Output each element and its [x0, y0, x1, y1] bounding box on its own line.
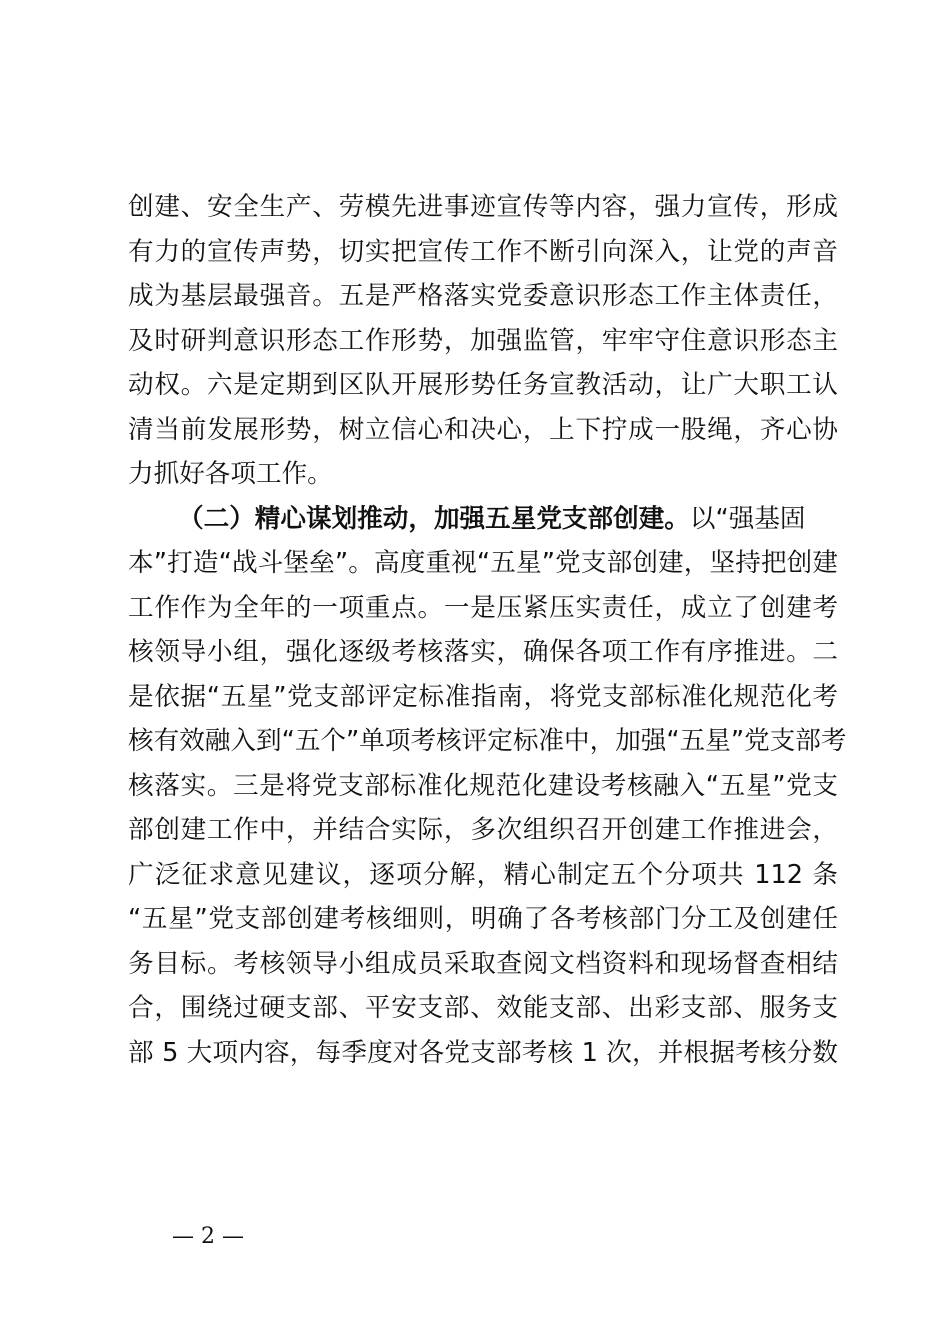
paragraph-line: 本”打造“战斗堡垒”。高度重视“五星”党支部创建，坚持把创建	[128, 548, 838, 578]
paragraph-line: 核领导小组，强化逐级考核落实，确保各项工作有序推进。二	[128, 637, 838, 667]
paragraph-line: 合，围绕过硬支部、平安支部、效能支部、出彩支部、服务支	[128, 993, 838, 1023]
section-heading: （二）精心谋划推动，加强五星党支部创建。	[178, 503, 690, 534]
paragraph-line: 力抓好各项工作。	[128, 459, 333, 489]
paragraph-line: 清当前发展形势，树立信心和决心，上下拧成一股绳，齐心协	[128, 414, 838, 445]
paragraph-line: “五星”党支部创建考核细则，明确了各考核部门分工及创建任	[128, 904, 838, 934]
paragraph-heading-line	[128, 497, 838, 542]
document-body	[128, 185, 847, 1075]
paragraph-line: 部创建工作中，并结合实际，多次组织召开创建工作推进会，	[128, 815, 838, 845]
paragraph-line: 有力的宣传声势，切实把宣传工作不断引向深入，让党的声音	[128, 236, 838, 267]
paragraph-line: 是依据“五星”党支部评定标准指南，将党支部标准化规范化考	[128, 681, 838, 712]
paragraph-line: 广泛征求意见建议，逐项分解，精心制定五个分项共 112 条	[128, 859, 838, 890]
paragraph-line: 及时研判意识形态工作形势，加强监管，牢牢守住意识形态主	[128, 325, 838, 356]
paragraph-line: 创建、安全生产、劳模先进事迹宣传等内容，强力宣传，形成	[128, 192, 838, 222]
paragraph-line: 核落实。三是将党支部标准化规范化建设考核融入“五星”党支	[128, 770, 838, 801]
page-number: — 2 —	[172, 1224, 244, 1249]
paragraph-line: 成为基层最强音。五是严格落实党委意识形态工作主体责任，	[128, 281, 838, 311]
paragraph-line: 工作作为全年的一项重点。一是压紧压实责任，成立了创建考	[128, 592, 838, 623]
paragraph-line: 部 5 大项内容，每季度对各党支部考核 1 次，并根据考核分数	[128, 1037, 838, 1068]
paragraph-line: 核有效融入到“五个”单项考核评定标准中，加强“五星”党支部考	[128, 726, 847, 756]
heading-line-rest: 以“强基固	[689, 503, 806, 534]
paragraph-line: 务目标。考核领导小组成员采取查阅文档资料和现场督查相结	[128, 948, 838, 979]
paragraph-line: 动权。六是定期到区队开展形势任务宣教活动，让广大职工认	[128, 370, 838, 400]
